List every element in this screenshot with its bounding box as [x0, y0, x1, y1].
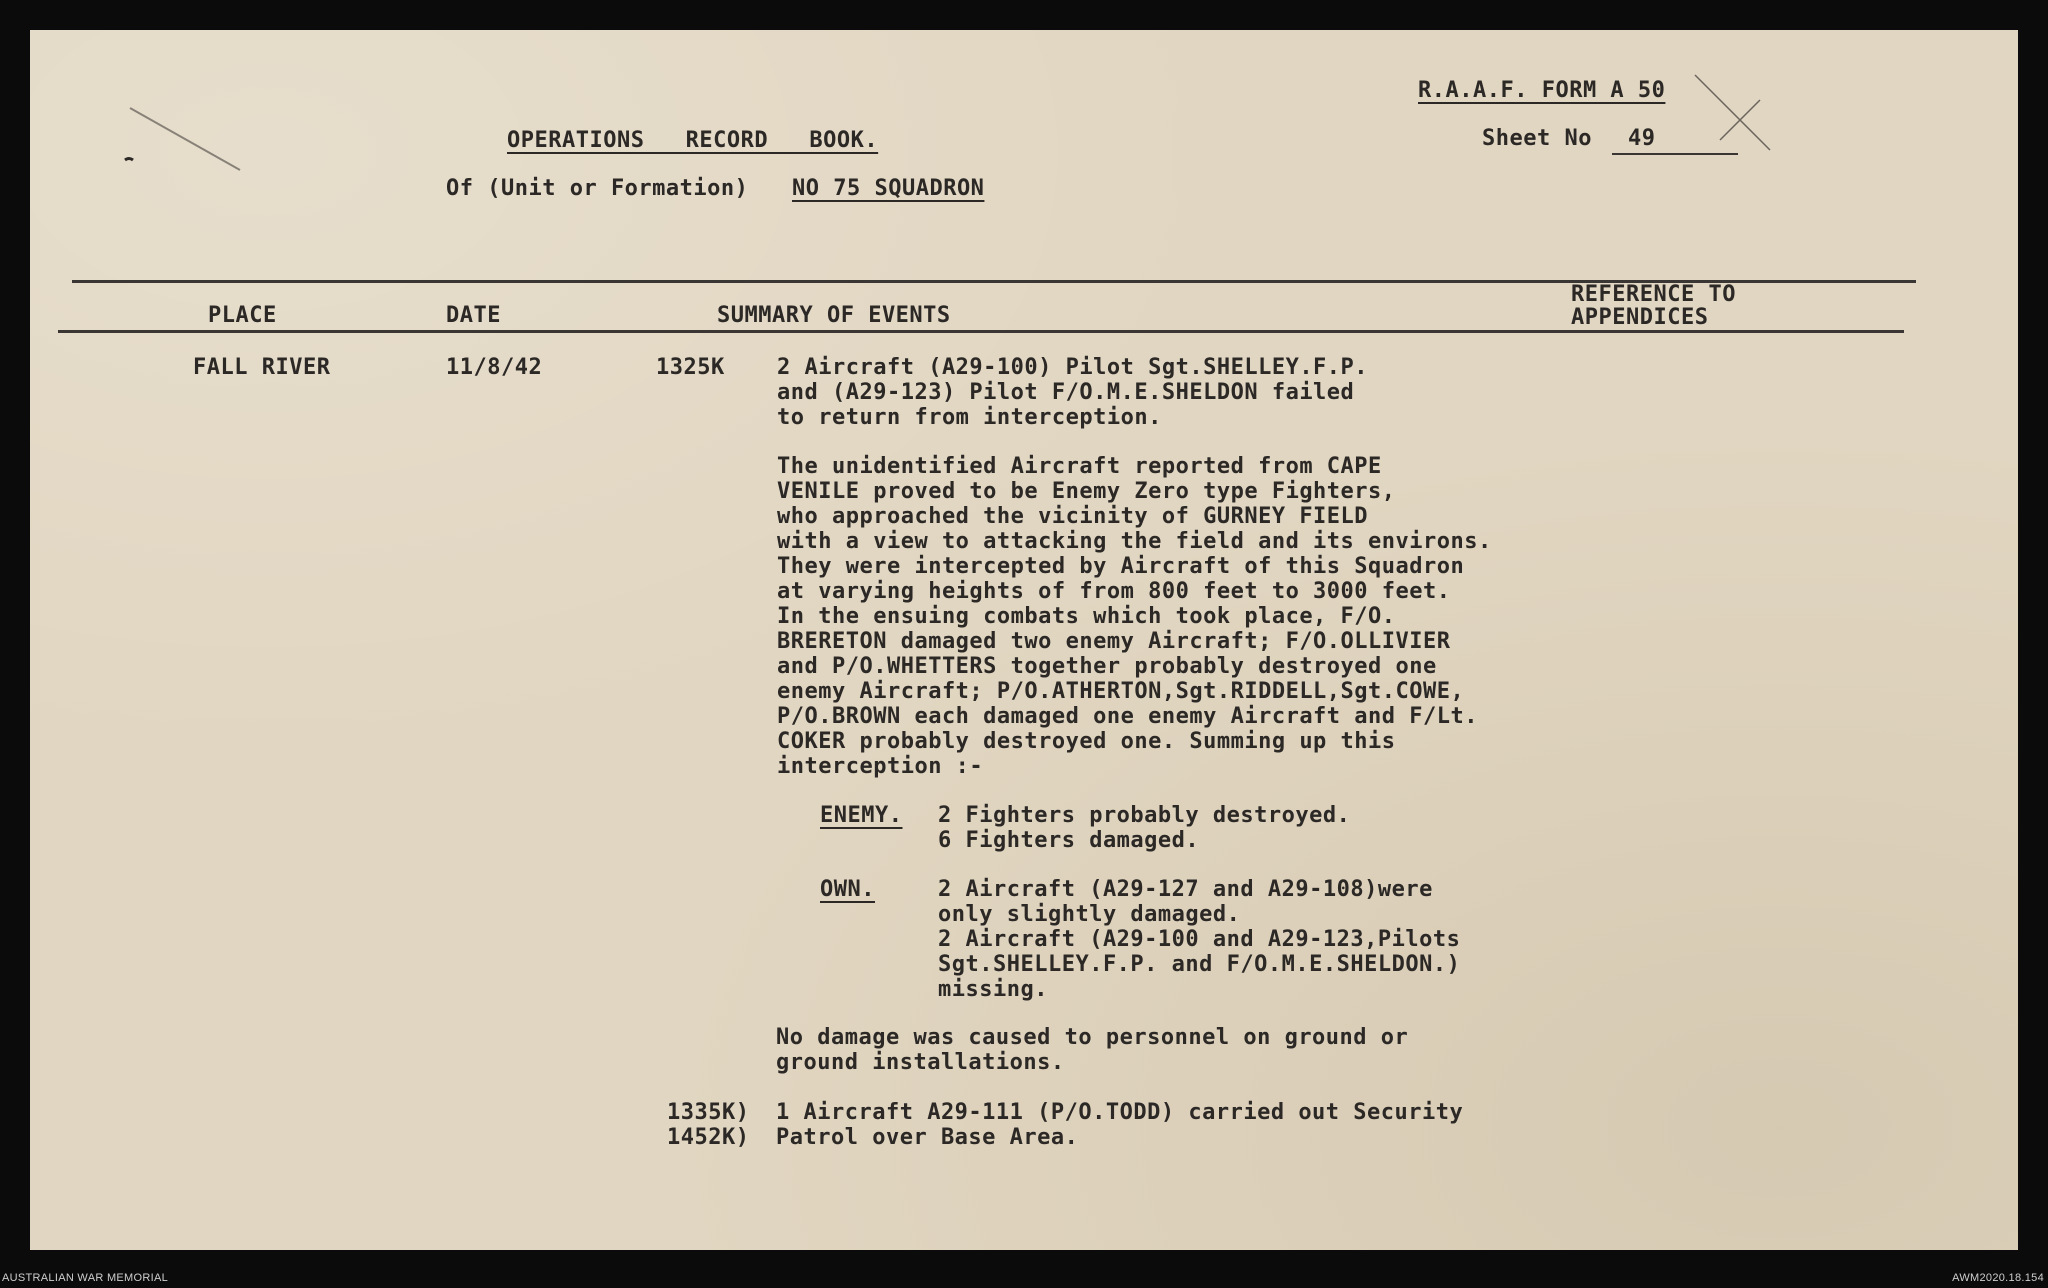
archive-credit: AUSTRALIAN WAR MEMORIAL — [2, 1272, 169, 1284]
entry-time: 1325K — [656, 355, 725, 380]
fold-crease-mark — [120, 100, 260, 180]
entry-time: 1335K) — [667, 1100, 750, 1125]
corner-mark — [1690, 70, 1780, 160]
paragraph-line: interception :- — [777, 754, 984, 779]
column-header-summary: SUMMARY OF EVENTS — [717, 303, 951, 328]
entry-time: 1452K) — [667, 1125, 750, 1150]
sheet-label: Sheet No — [1482, 126, 1592, 151]
own-line: only slightly damaged. — [938, 902, 1241, 927]
header-bottom-rule — [58, 330, 1904, 333]
paragraph-line: who approached the vicinity of GURNEY FIELD — [777, 504, 1369, 529]
event-line: and (A29-123) Pilot F/O.M.E.SHELDON failed — [777, 380, 1355, 405]
damage-line: ground installations. — [776, 1050, 1065, 1075]
event-line: 2 Aircraft (A29-100) Pilot Sgt.SHELLEY.F.P. — [777, 355, 1369, 380]
event-line: to return from interception. — [777, 405, 1162, 430]
unit-label: Of (Unit or Formation) — [446, 176, 749, 201]
column-header-reference: REFERENCE TO — [1571, 282, 1736, 307]
paragraph-line: In the ensuing combats which took place, F/O. — [777, 604, 1396, 629]
column-header-date: DATE — [446, 303, 501, 328]
paragraph-line: They were intercepted by Aircraft of this Squadron — [777, 554, 1465, 579]
own-label: OWN. — [820, 877, 875, 902]
paragraph-line: The unidentified Aircraft reported from CAPE — [777, 454, 1382, 479]
paragraph-line: and P/O.WHETTERS together probably destroyed one — [777, 654, 1437, 679]
paragraph-line: enemy Aircraft; P/O.ATHERTON,Sgt.RIDDELL,Sgt.COWE, — [777, 679, 1465, 704]
entry-date: 11/8/42 — [446, 355, 543, 380]
enemy-line: 6 Fighters damaged. — [938, 828, 1200, 853]
own-line: 2 Aircraft (A29-100 and A29-123,Pilots — [938, 927, 1461, 952]
event-line: Patrol over Base Area. — [776, 1125, 1079, 1150]
unit-value: NO 75 SQUADRON — [792, 176, 985, 201]
paragraph-line: BRERETON damaged two enemy Aircraft; F/O.OLLIVIER — [777, 629, 1451, 654]
column-header-appendices: APPENDICES — [1571, 305, 1709, 330]
paragraph-line: at varying heights of from 800 feet to 3000 feet. — [777, 579, 1451, 604]
paragraph-line: P/O.BROWN each damaged one enemy Aircraft and F/Lt. — [777, 704, 1479, 729]
event-line: 1 Aircraft A29-111 (P/O.TODD) carried out Security — [776, 1100, 1464, 1125]
damage-line: No damage was caused to personnel on ground or — [776, 1025, 1409, 1050]
own-line: missing. — [938, 977, 1048, 1002]
document-page — [30, 30, 2018, 1250]
form-label: R.A.A.F. FORM A 50 — [1418, 78, 1666, 103]
paragraph-line: with a view to attacking the field and its environs. — [777, 529, 1492, 554]
own-line: Sgt.SHELLEY.F.P. and F/O.M.E.SHELDON.) — [938, 952, 1461, 977]
paragraph-line: COKER probably destroyed one. Summing up this — [777, 729, 1396, 754]
sheet-number: 49 — [1612, 126, 1738, 155]
page-title: OPERATIONS RECORD BOOK. — [507, 128, 879, 153]
enemy-label: ENEMY. — [820, 803, 903, 828]
entry-place: FALL RIVER — [193, 355, 331, 380]
enemy-line: 2 Fighters probably destroyed. — [938, 803, 1351, 828]
own-line: 2 Aircraft (A29-127 and A29-108)were — [938, 877, 1433, 902]
paragraph-line: VENILE proved to be Enemy Zero type Fighters, — [777, 479, 1396, 504]
column-header-place: PLACE — [208, 303, 277, 328]
archive-reference: AWM2020.18.154 — [1952, 1272, 2044, 1284]
